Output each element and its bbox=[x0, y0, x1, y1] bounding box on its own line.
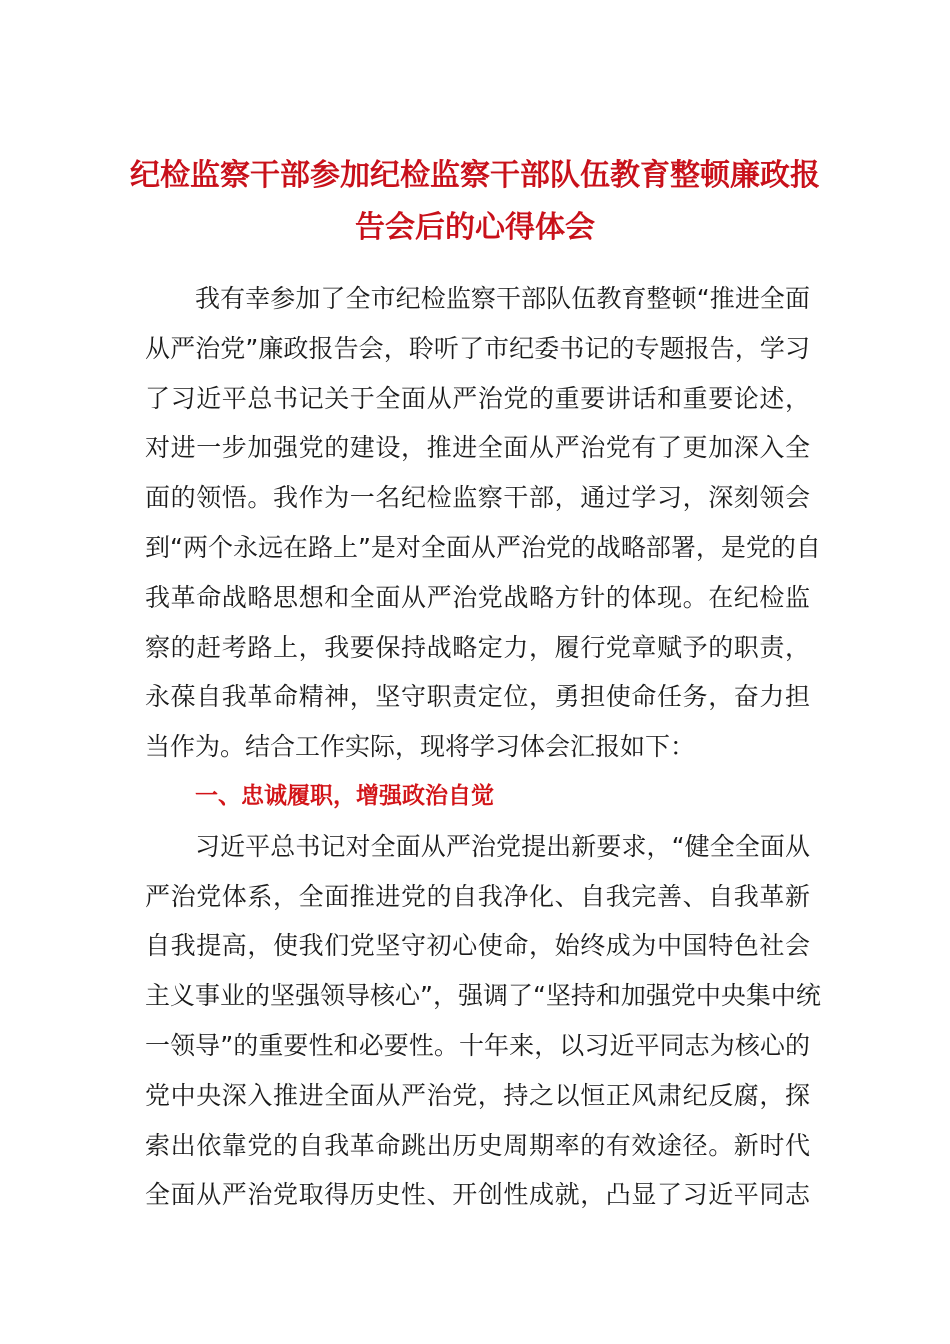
paragraph-line: 党中央深入推进全面从严治党，持之以恒正风肃纪反腐，探 bbox=[145, 1080, 810, 1110]
paragraph-line: 永葆自我革命精神，坚守职责定位，勇担使命任务，奋力担 bbox=[145, 682, 810, 712]
paragraph-line: 索出依靠党的自我革命跳出历史周期率的有效途径。新时代 bbox=[145, 1130, 810, 1160]
paragraph-line: 自我提高，使我们党坚守初心使命，始终成为中国特色社会 bbox=[145, 931, 810, 961]
document-title bbox=[130, 150, 820, 254]
paragraph-line: 察的赶考路上，我要保持战略定力，履行党章赋予的职责， bbox=[145, 632, 810, 662]
document-body bbox=[145, 274, 821, 1220]
title-line-2: 告会后的心得体会 bbox=[355, 210, 595, 245]
paragraph-1 bbox=[145, 274, 821, 772]
title-line-1: 纪检监察干部参加纪检监察干部队伍教育整顿廉政报 bbox=[130, 158, 820, 193]
paragraph-line: 我革命战略思想和全面从严治党战略方针的体现。在纪检监 bbox=[145, 582, 810, 612]
paragraph-line: 严治党体系，全面推进党的自我净化、自我完善、自我革新 bbox=[145, 881, 810, 911]
paragraph-line: 习近平总书记对全面从严治党提出新要求，“健全全面从 bbox=[195, 831, 810, 861]
section-heading: 一、忠诚履职，增强政治自觉 bbox=[195, 782, 494, 809]
paragraph-line: 从严治党”廉政报告会，聆听了市纪委书记的专题报告，学习 bbox=[145, 333, 810, 363]
paragraph-line: 全面从严治党取得历史性、开创性成就，凸显了习近平同志 bbox=[145, 1180, 810, 1210]
paragraph-line: 到“两个永远在路上”是对全面从严治党的战略部署，是党的自 bbox=[145, 532, 821, 562]
paragraph-line: 一领导”的重要性和必要性。十年来，以习近平同志为核心的 bbox=[145, 1030, 810, 1060]
paragraph-line: 主义事业的坚强领导核心”，强调了“坚持和加强党中央集中统 bbox=[145, 981, 821, 1011]
paragraph-line: 我有幸参加了全市纪检监察干部队伍教育整顿“推进全面 bbox=[195, 284, 810, 313]
paragraph-2 bbox=[145, 822, 821, 1220]
paragraph-line: 对进一步加强党的建设，推进全面从严治党有了更加深入全 bbox=[145, 433, 810, 463]
paragraph-line: 了习近平总书记关于全面从严治党的重要讲话和重要论述， bbox=[145, 383, 810, 413]
paragraph-line: 当作为。结合工作实际，现将学习体会汇报如下： bbox=[145, 732, 696, 762]
paragraph-line: 面的领悟。我作为一名纪检监察干部，通过学习，深刻领会 bbox=[145, 483, 810, 513]
